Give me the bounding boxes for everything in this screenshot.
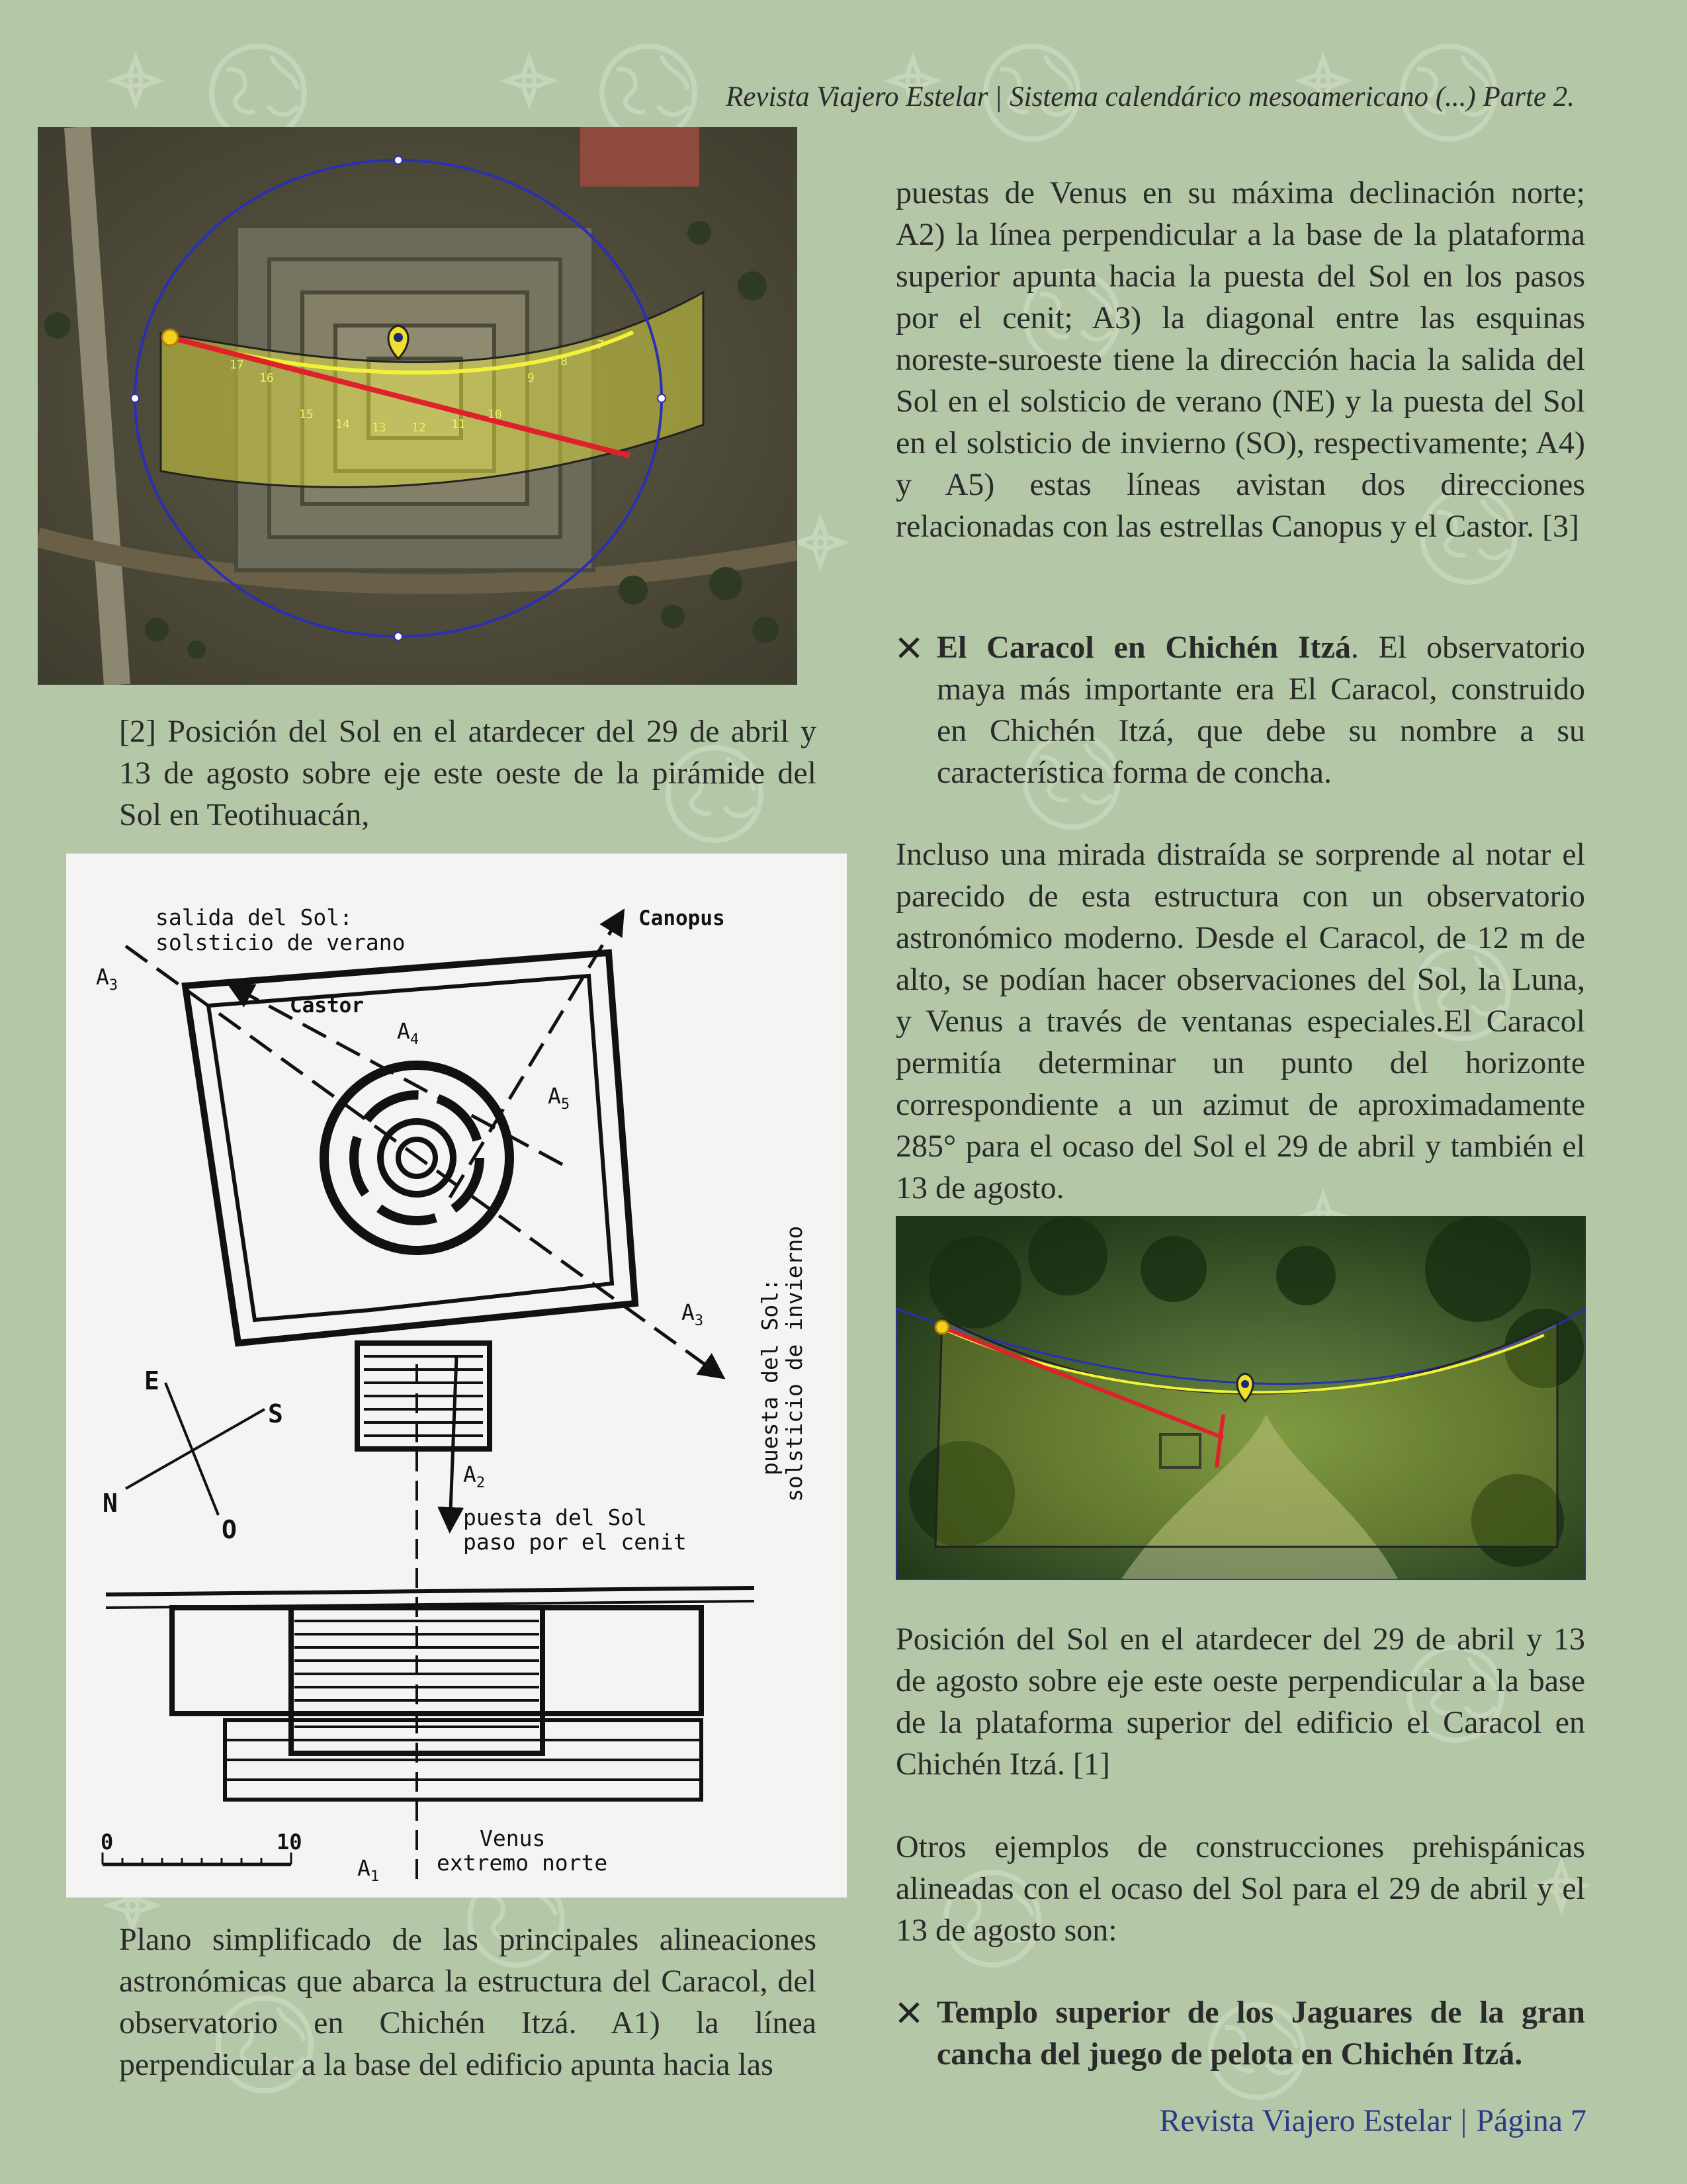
hour-label: 15 <box>299 408 314 421</box>
svg-text:A3 <box>96 964 118 994</box>
compass-north: N <box>103 1489 118 1518</box>
bullet-jaguares <box>896 1991 1585 2075</box>
label-a1-sub: 1 <box>370 1868 380 1885</box>
label-canopus: Canopus <box>638 906 725 930</box>
label-a5: A <box>548 1083 561 1109</box>
bullet-caracol <box>896 627 1585 793</box>
hour-label: 12 <box>411 421 426 435</box>
label-a3-sub: 3 <box>108 977 118 994</box>
label-a3-lower: A <box>681 1299 695 1325</box>
header-magazine: Revista Viajero Estelar <box>726 81 988 112</box>
hour-label: 13 <box>372 421 386 435</box>
label-sunrise-line2: solsticio de verano <box>155 930 406 955</box>
hour-label: 16 <box>259 371 274 385</box>
label-a2-sub: 2 <box>476 1475 486 1491</box>
caracol-satellite-image <box>896 1216 1586 1580</box>
header-separator: | <box>996 81 1002 112</box>
label-a4: A <box>397 1018 410 1044</box>
label-sunset-zenith-line2: paso por el cenit <box>463 1529 687 1555</box>
label-a2: A <box>463 1462 476 1487</box>
label-sunset-winter-line1: puesta del Sol: <box>757 1278 783 1475</box>
label-a4-sub: 4 <box>410 1031 419 1048</box>
paragraph-other-examples: Otros ejemplos de construcciones prehispánicas alineadas con el ocaso del Sol para el 29 de abril y el 13 de agosto son: <box>896 1829 1585 1948</box>
paragraph-alignments: puestas de Venus en su máxima declinación norte; A2) la línea perpendicular a la base de la plataforma superior apunta hacia la puesta del Sol en los pasos por el cenit; A3) la diagonal entre las esquinas noreste-suroeste tiene la dirección hacia la salida del Sol en el solsticio de verano (NE) y la puesta del Sol en el solsticio de invierno (SO), respectivamente; A4) y A5) estas líneas avistan dos direcciones relacionadas con las estrellas Canopus y el Castor. [3] <box>896 175 1585 544</box>
label-castor: Castor <box>290 994 364 1018</box>
figure3-caption-block <box>896 1618 1585 1785</box>
compass-south: S <box>268 1399 283 1428</box>
figure2-caption: Plano simplificado de las principales alineaciones astronómicas que abarca la estructura del Caracol, del observatorio en Chichén Itzá. A1) la línea perpendicular a la base del edificio apunta hacia las <box>119 1922 816 2082</box>
footer-separator: | <box>1460 2103 1467 2138</box>
svg-text:A4 <box>397 1018 419 1048</box>
svg-text:A3 <box>681 1299 703 1329</box>
right-column-paragraph2 <box>896 834 1585 1209</box>
scale-start: 0 <box>101 1829 114 1855</box>
footer-magazine: Revista Viajero Estelar <box>1159 2103 1451 2138</box>
figure-teotihuacan-sun-path <box>38 127 797 685</box>
figure-caracol-sun-path <box>896 1216 1586 1580</box>
header-article-title: Sistema calendárico mesoamericano (...) Parte 2. <box>1010 81 1575 112</box>
figure-caracol-plan <box>66 853 847 1898</box>
label-a3: A <box>96 964 109 990</box>
label-sunrise-line1: salida del Sol: <box>155 904 353 930</box>
right-column-paragraph1 <box>896 172 1585 547</box>
svg-text:A5 <box>548 1083 570 1113</box>
hour-label: 17 <box>230 358 244 372</box>
compass-east: E <box>144 1366 159 1395</box>
figure1-caption: [2] Posición del Sol en el atardecer del 29 de abril y 13 de agosto sobre eje este oeste de la pirámide del Sol en Teotihuacán, <box>119 714 816 832</box>
hour-label: 7 <box>597 338 604 352</box>
label-venus-line1: Venus <box>480 1825 546 1851</box>
label-sunset-zenith-line1: puesta del Sol <box>463 1505 648 1530</box>
cross-bullet-icon <box>896 634 922 661</box>
figure3-caption: Posición del Sol en el atardecer del 29 de abril y 13 de agosto sobre eje este oeste perpendicular a la base de la plataforma superior del edificio el Caracol en Chichén Itzá. [1] <box>896 1622 1585 1782</box>
bullet-jaguares-title: Templo superior de los Jaguares de la gran cancha del juego de pelota en Chichén Itzá. <box>937 1995 1585 2072</box>
hour-label: 14 <box>335 417 350 431</box>
paragraph-caracol-observatory: Incluso una mirada distraída se sorprende al notar el parecido de esta estructura con un observatorio astronómico moderno. Desde el Caracol, de 12 m de alto, se podían hacer observaciones del Sol, la Luna, y Venus a través de ventanas especiales.El Caracol permitía determinar un punto del horizonte correspondiente a un azimut de aproximadamente 285° para el ocaso del Sol el 29 de abril y también el 13 de agosto. <box>896 837 1585 1205</box>
right-column-paragraph3 <box>896 1826 1585 1951</box>
hour-label: 10 <box>488 408 502 421</box>
label-venus-line2: extremo norte <box>437 1850 608 1876</box>
hour-label: 9 <box>527 371 535 385</box>
label-a1: A <box>357 1855 370 1881</box>
svg-text:A1 <box>357 1855 379 1885</box>
page-footer <box>1159 2103 1586 2139</box>
label-a5-sub: 5 <box>560 1096 570 1113</box>
bullet-caracol-title: El Caracol en Chichén Itzá <box>937 630 1351 665</box>
bullet-caracol-text: . El observatorio maya más importante era El Caracol, construido en Chichén Itzá, que debe su nombre a su característica forma de concha. <box>937 630 1585 790</box>
label-a3-lower-sub: 3 <box>694 1313 704 1329</box>
hour-label: 8 <box>560 355 568 369</box>
svg-text:A2 <box>463 1462 485 1491</box>
scale-end: 10 <box>277 1829 302 1855</box>
label-sunset-winter-line2: solsticio de invierno <box>781 1225 807 1502</box>
teotihuacan-satellite-image <box>38 127 797 685</box>
caracol-plan-drawing <box>66 853 847 1898</box>
footer-page-number: Página 7 <box>1476 2103 1586 2138</box>
cross-bullet-icon <box>896 1999 922 2026</box>
running-header <box>595 81 1575 113</box>
hour-label: 11 <box>451 417 466 431</box>
compass-west: O <box>222 1515 237 1544</box>
